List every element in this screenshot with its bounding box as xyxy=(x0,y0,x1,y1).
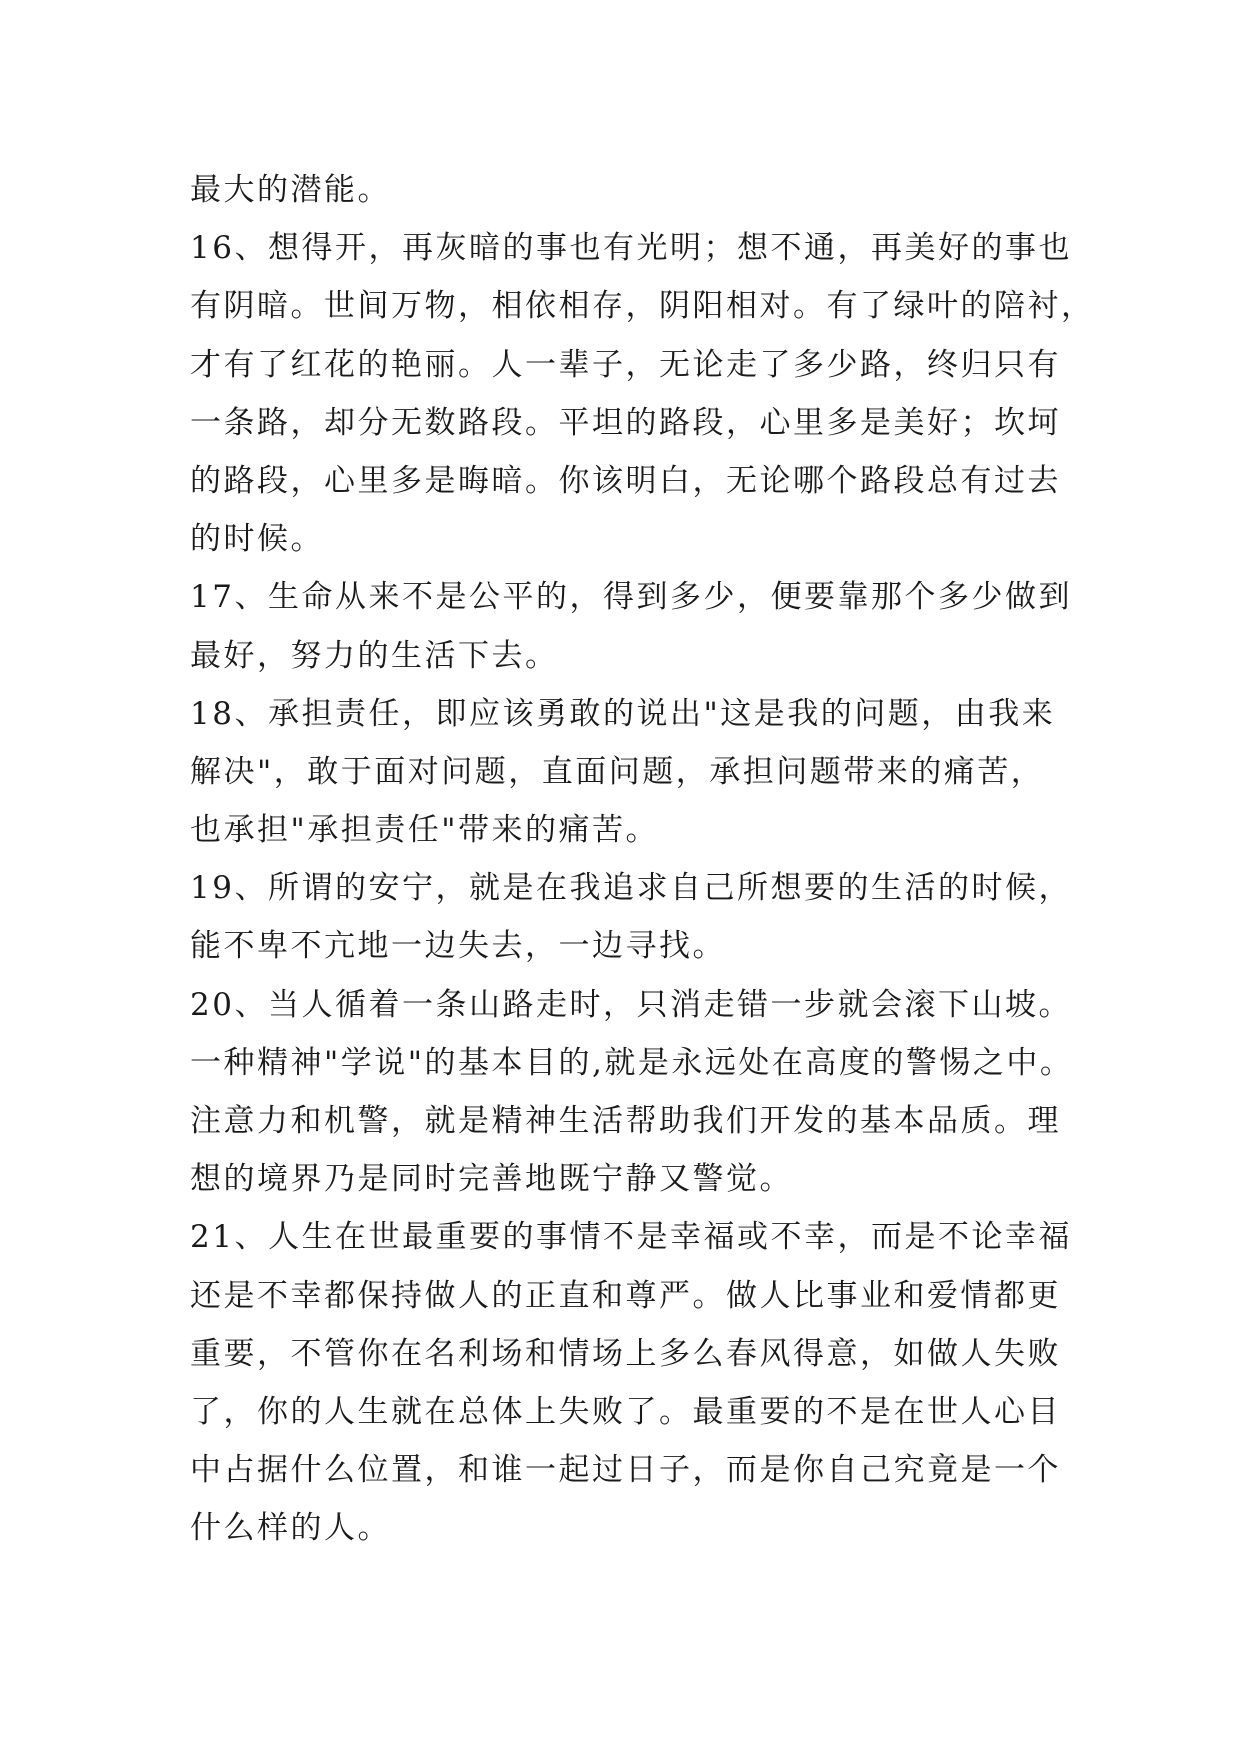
document-body xyxy=(190,161,1095,1558)
text-line: 解决"，敢于面对问题，直面问题，承担问题带来的痛苦， xyxy=(190,753,1045,790)
text-line: 才有了红花的艳丽。人一辈子，无论走了多少路，终归只有 xyxy=(190,346,1061,383)
text-line: 还是不幸都保持做人的正直和尊严。做人比事业和爱情都更 xyxy=(190,1277,1061,1314)
text-line: 最大的潜能。 xyxy=(190,172,391,208)
text-line: 能不卑不亢地一边失去，一边寻找。 xyxy=(190,928,726,965)
text-line: 17、生命从来不是公平的，得到多少，便要靠那个多少做到 xyxy=(190,579,1072,616)
text-line: 想的境界乃是同时完善地既宁静又警觉。 xyxy=(190,1161,793,1198)
text-line: 20、当人循着一条山路走时，只消走错一步就会滚下山坡。 xyxy=(190,986,1072,1023)
text-line: 19、所谓的安宁，就是在我追求自己所想要的生活的时候， xyxy=(190,870,1072,907)
text-line: 18、承担责任，即应该勇敢的说出"这是我的问题，由我来 xyxy=(190,695,1056,732)
text-line: 一条路，却分无数路段。平坦的路段，心里多是美好；坎坷 xyxy=(190,404,1061,441)
text-line: 的路段，心里多是晦暗。你该明白，无论哪个路段总有过去 xyxy=(190,462,1061,499)
text-line: 最好，努力的生活下去。 xyxy=(190,637,559,674)
text-line: 的时候。 xyxy=(190,521,324,558)
text-line: 有阴暗。世间万物，相依相存，阴阳相对。有了绿叶的陪衬， xyxy=(190,288,1095,325)
text-line: 一种精神"学说"的基本目的,就是永远处在高度的警惕之中。 xyxy=(190,1044,1074,1081)
text-line: 中占据什么位置，和谁一起过日子，而是你自己究竟是一个 xyxy=(190,1452,1061,1489)
text-line: 注意力和机警，就是精神生活帮助我们开发的基本品质。理 xyxy=(190,1103,1061,1139)
text-line: 16、想得开，再灰暗的事也有光明；想不通，再美好的事也 xyxy=(190,230,1072,267)
text-line: 重要，不管你在名利场和情场上多么春风得意，如做人失败 xyxy=(190,1335,1061,1372)
text-line: 21、人生在世最重要的事情不是幸福或不幸，而是不论幸福 xyxy=(190,1219,1072,1256)
text-line: 什么样的人。 xyxy=(190,1510,391,1547)
text-line: 也承担"承担责任"带来的痛苦。 xyxy=(190,812,660,849)
text-line: 了，你的人生就在总体上失败了。最重要的不是在世人心目 xyxy=(190,1393,1061,1430)
